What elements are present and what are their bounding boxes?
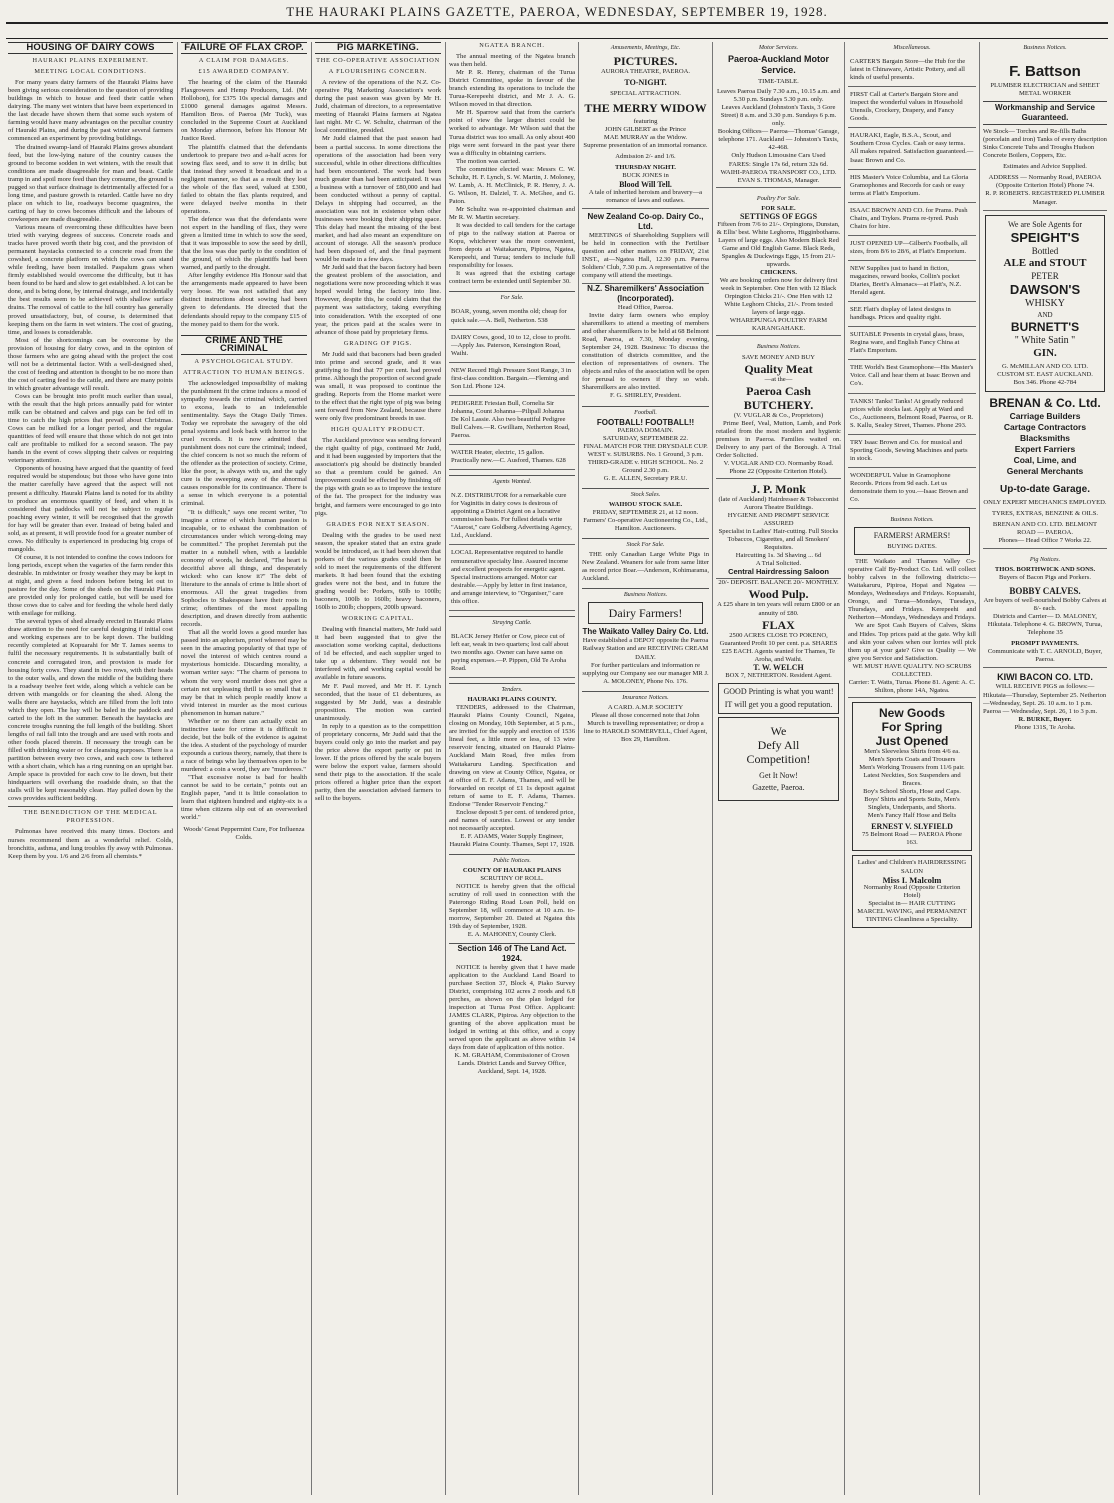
ad-text: WE MUST HAVE QUALITY. NO SCRUBS COLLECTED. (852, 662, 972, 678)
notice-title: Section 146 of The Land Act. 1924. (449, 943, 575, 964)
ad-headline: New Zealand Co-op. Dairy Co., Ltd. (587, 211, 704, 231)
ad-text: FINAL MATCH FOR THE DRYSDALE CUP. WEST v. SUBURBS. No. 1 Ground, 3 p.m. (583, 442, 708, 458)
section-heading: For Sale. (449, 291, 575, 302)
article-title: PIG MARKETING. (315, 42, 441, 54)
section-heading: Amusements, Meetings, Etc. (610, 44, 681, 51)
section-heading: Tenders. (449, 683, 575, 694)
classified-ad: HIS Master's Voice Columbia, and La Gloria Gramophones and Records for cash or easy terms at Flatt's Emporium. (848, 170, 976, 203)
paragraph: Mr F. Paul moved, and Mr H. F. Lynch seconded, that the issue of £1 debentures, as suggested by Mr Judd, was a desirable proposition. The motion was carried unanimously. (315, 682, 441, 722)
column-4 (449, 42, 575, 1499)
ad-headline: FOR SALE. (761, 204, 796, 212)
classified-ad: ISAAC BROWN AND CO. for Prams. Push Chairs, and Trykes. Prams re-tyred. Push Chairs for hire. (848, 203, 976, 236)
article-subtitle: MEETING LOCAL CONDITIONS. (34, 68, 147, 76)
ad-text: We are Spot Cash Buyers of Calves, Skins and Hides. Top prices paid at the gate. Why kill and skin your calves when our lorries will pick them up at your gate? Give us Quality — We give you Service and Satisfaction. (848, 622, 976, 662)
paragraph: Mr Judd said that baconers had been graded into prime and second grade, and it was gratifying to find that 77 per cent. had proved prime. Although the proportion of second grade was small, it was proposed to continue the grading. Reports from the Home market were to the effect that the right type of pig was being sent forward from New Zealand, because there were only five predominant breeds in use. (315, 350, 441, 423)
ad-text: HYGIENE AND PROMPT SERVICE ASSURED (727, 512, 830, 528)
classified-ad: TRY Isaac Brown and Co. for musical and Sporting Goods, Sewing Machines and parts in stock. (848, 435, 976, 468)
ad-text: FRIDAY, SEPTEMBER 21, at 12 noon. (592, 509, 699, 517)
notice-text: TENDERS, addressed to the Chairman, Hauraki Plains County Council, Ngatea, closing on Monday, 10th September, at 5 p.m., are invited for the supply and erection of 1536 lineal feet, a little more or less, of 13 wire reservoir fencing, situated on Hauraki Plains-Auckland Main Road, five miles from Waitakaruru Landing. Specification and drawing on view at County Office, Ngatea, or at office of E. F. Adams, Thames, and will be forwarded on receipt of £1 1s deposit against return of same to E. F. Adams, Thames. Endorse "Tender Reservoir Fencing." (449, 704, 575, 808)
section-heading: Miscellaneous. (893, 44, 931, 51)
ad-text: Fifteen from 7/6 to 21/-. Orpingtons, Dunstan, & Ellis' best. White Leghorns, Higginbothams. Layers of large eggs. Also Modern Black Red Game and Old English Game. Black Reds, Spangles & Duckwings Eggs, 15 from 21/- upwards. (716, 220, 841, 269)
ad-text: For further particulars and information re supplying our Company see our manager MR J. A. MOLONEY, Phone No. 176. (582, 661, 709, 685)
ad-text: Prime Beef, Veal, Mutton, Lamb, and Pork retailed from the most modern and hygienic premises in Paeroa. Families waited on. Delivery to any part of the Borough. A Trial Order Solicited. (716, 419, 841, 459)
ad-headline: Competition! (746, 751, 811, 766)
ad-headline: We (770, 723, 787, 738)
paragraph: Whether or no there can actually exist an instinctive taste for crime it is difficult to decide, but the bulk of the evidence is against the idea. A student of the psychology of murder expounds a curious theory, namely, that there is a race of beings who lay themselves open to be murdered: a coin a word, they are "murderees." (181, 717, 307, 774)
section-heading: HIGH QUALITY PRODUCT. (331, 426, 425, 434)
ad-text: WILL RECEIVE PIGS as follows:— (995, 683, 1095, 691)
section-heading: WORKING CAPITAL. (341, 615, 415, 623)
paragraph: Mr H. Sparrow said that from the carrier's point of view the larger district could be worked to advantage. Mr Wilson said that the Turua district was too small. As only about 400 pigs were sent forward in the past year there was a difficulty in obtaining carriers. (449, 109, 575, 157)
column-5 (582, 42, 709, 1499)
ad-text: Leaves Paeroa Daily 7.30 a.m., 10.15 a.m. and 5.30 p.m. Sundays 5.30 p.m. only. (716, 88, 841, 104)
classified-ad: PEDIGREE Friesian Bull, Cornelia Sir Johanna, Count Johanna—Pilipall Johanna De Kol Lassie. Also two beautiful Pedigree Bull Calves.—R. Gwilliam, Netherton Road, Paeroa. (449, 396, 575, 445)
ad-text: We are Sole Agents for (1008, 219, 1082, 229)
ad-text: FARES: Single 17s 6d, return 32s 6d. (728, 160, 829, 168)
paragraph: The plaintiffs claimed that the defendants undertook to prepare two and a-half acres for sowing flax seed, and to sow it in drills; but that instead they sowed it broadcast and in a negligent manner, so that as a result they lost the whole of the flax seed, valued at £300, failed to obtain the flax plants required, and were delayed twelve months in their operations. (181, 143, 307, 215)
paragraph: In reply to a question as to the competition of proprietary concerns, Mr Judd said that the buyers could only go into the market and pay the price above the export parity or put in lower. If the prices offered by the scale buyers were below the export value, farmers should send their pigs to the association. If the scale prices offered a higher price than the export parity, then the association advised farmers to sell to the buyers. (315, 722, 441, 803)
list-item: Cartage Contractors (1003, 421, 1087, 432)
paragraph: That all the world loves a good murder has passed into an aphorism, proof whereof may be seen in the amazing popularity of that type of novel the interest of which centres round a mysterious homicide. Discarding morality, a woman writer says: "The charm of persons to whom the very word murder does not give a certain not unpleasing thrill is so small that it may be that in which people readily know a vivid interest in murder as the most curious phenomenon in human nature." (181, 629, 307, 717)
ad-text: (V. VUGLAR & Co., Proprietors) (733, 411, 824, 419)
ad-text: JOHN GILBERT as the Prince (604, 126, 687, 134)
new-goods-ad (852, 702, 972, 852)
paragraph: It was decided to call tenders for the cartage of pigs to the railway station at Paeroa or Kopu, whichever was the more convenient, from depots at Waitakaruru, Pipiroa, Ngatea, Kerepeehi, and Turua; tenders to include full responsibility for losses. (449, 222, 575, 270)
ad-headline: ERNEST V. SLYFIELD (871, 822, 953, 832)
notice-subtitle: SCRUTINY OF ROLL. (480, 875, 544, 883)
paragraph: The defence was that the defendants were not expert in the handling of flax, they were given a limited time in which to sow the seed, that it was impossible to sow the seed by drill, that the loss was due partly to the condition of the ground, of which the plaintiffs had been warned, and partly to the drought. (181, 215, 307, 272)
ad-headline: Wood Pulp. (748, 587, 809, 602)
dairy-farmers-ad (588, 602, 703, 624)
classified-ad: BOAR, young, seven months old; cheap for quick sale.—A. Bell, Netherton. 538 (449, 304, 575, 329)
classified-ad: LOCAL Representative required to handle remunerative specialty line. Assured income and excellent prospects for energetic agent. Special instructions arranged. Motor car desirable.—Apply by letter in first instance, and arrange interview, to "Organiser," care this office. (449, 545, 575, 610)
ad-text: Booking Offices— Paeroa—Thomas' Garage, telephone 171. Auckland — Johnston's Taxis, 42-468. (717, 128, 840, 152)
paragraph: Most of the shortcomings can be overcome by the provision of housing for dairy cows, and in the opinion of those farmers who are going ahead with the project the cost will not be a detrimental factor. With a well-designed shed, the cost of feeding and attention is thought to be no more than the cost of carting feed to the cattle, and there are many points in which greater advantage will result. (8, 336, 173, 392)
paragraph: After lengthy evidence His Honour said that the arrangements made appeared to have been very loose. He was not satisfied that any distinct instructions about sowing had been given to defendants. He directed that the defendants should repay to the company £15 of the money paid to them for the work. (181, 272, 307, 328)
ad-text: TO-NIGHT. (624, 78, 667, 88)
paragraph: Mr P. R. Henry, chairman of the Turua District Committee, spoke in favour of the branch extending its operations to include the Turua-Kerepeehi district, and Mr J. A. G. Wilson moved in that direction. (449, 69, 575, 109)
paragraph: The hearing of the claim of the Hauraki Flaxgrowers and Hemp Producers, Ltd. (Mr Hollobon), for £375 10s special damages and £1000 general damages against Messrs. Hamilton Bros. of Paeroa (Mr Tuck), was concluded in the Supreme Court at Auckland on Monday afternoon, before his Honour Mr Justice Reed. (181, 79, 307, 143)
column-separator (712, 42, 713, 1495)
paragraph: The motion was carried. (456, 157, 521, 165)
classified-ad: CARTER'S Bargain Store—the Hub for the latest in Chinaware, Artistic Pottery, and all kinds of useful presents. (848, 54, 976, 87)
ad-text: featuring (633, 118, 658, 126)
ad-headline: N.Z. Sharemilkers' Association (Incorporated). (582, 283, 709, 304)
ad-text: MEETINGS of Shareholding Suppliers will be held in connection with the Fertiliser question and other matters on FRIDAY, 21st INST., at—Ngatea Hall, 12.30 p.m. Paeroa Soldiers' Club, 7.30 p.m. A representative of the company will attend the meetings. (582, 231, 709, 279)
list-item: General Merchants (1006, 465, 1084, 476)
ad-text: Carrier: T. Watts, Turua. Phone 81. Agent: A. C. Shilton, phone 14A, Ngatea. (848, 679, 976, 698)
ad-text: THE only Canadian Large White Pigs in New Zealand. Weaners for sale from same litter as record price Boar.—Anderson, Kohimarama, Auckland. (582, 551, 709, 583)
spirits-ad (985, 215, 1105, 392)
section-heading: Straying Cattle. (449, 616, 575, 627)
ad-headline: New Goods (878, 705, 945, 720)
paragraph: The drained swamp-land of Hauraki Plains grows abundant feed, but the low-lying nature of the country causes the ground to become sodden in wet winters, with the result that conditions are made disagreeable for man and beast. Cattle tramp in and spoil more feed than they consume, the ground is pugged so that surface drainage is detrimentally affected for a long time, and pasture growth is retarded. Cattle have no dry place on which to lie, roadways become quagmires, the carting of hay to cows becomes difficult and the labours of cowkeepers are made disagreeable. (8, 143, 173, 223)
classified-ad: THE World's Best Gramophone—His Master's Voice. Call and hear them at Isaac Brown and Co's. (848, 360, 976, 393)
ad-headline: Central Hairdressing Saloon (716, 568, 841, 579)
paragraph: Mr Schultz was re-appointed chairman and Mr R. W. Martin secretary. (449, 205, 575, 221)
column-separator (445, 42, 446, 1495)
ad-text: 2500 ACRES CLOSE TO POKENO, Guaranteed Profit 10 per cent. p.a. SHARES £25 EACH. Agents wanted for Thames, Te Aroha, and Waihi. (719, 631, 838, 663)
classified-ad: NEW Supplies just to hand in fiction, magazines, reward books, Collin's pocket Diaries, Brett's Almanacs—at Flatt's, N.Z. Herald agent. (848, 261, 976, 302)
ad-text: Phone 131S, Te Aroha. (1014, 723, 1076, 731)
ad-text: Get It Now! (759, 770, 798, 780)
section-heading: Poultry For Sale. (756, 194, 801, 202)
ad-text: Gazette, Paeroa. (752, 782, 805, 792)
classified-ad: SEE Flatt's display of latest designs in handbags. Prices and quality right. (848, 302, 976, 327)
ad-headline: T. W. WELCH (753, 662, 804, 672)
ad-headline: GIN. (1033, 346, 1057, 359)
ad-headline: CHICKENS. (760, 269, 797, 277)
notice-text: NOTICE is hereby given that I have made application to the Auckland Land Board to purchase Section 37, Block 4, Piako Survey District, comprising 102 acres 2 roods and 6.8 perches, as shown on the plan lodged for inspection at Turua Post Office. Applicant: JAMES CLARK, Pipiroa. Any objection to the granting of the above application must be lodged in writing at this office, and a copy served upon the applicant as above within 14 days from date of application of this notice. (449, 963, 575, 1051)
ad-text: Communicate with T. C. ARNOLD, Buyer, Paeroa. (983, 648, 1107, 668)
paragraph: Dealing with the grades to be used next season, the speaker stated that an extra grade would be introduced, as it had been shown that porkers of the various grades could then be sold to meet the requirements of the different markets. It had been found that the existing grades were not the best, and in future the grading would be: Porkers, 60lb to 100lb; baconers, 100lb to 160lb; heavy baconers, 160lb to 200lb; choppers, 200lb upward. (315, 531, 441, 612)
ad-headline: Paeroa-Auckland Motor Service. (727, 54, 830, 76)
list-item: Carriage Builders (1009, 410, 1081, 421)
article-title: FAILURE OF FLAX CROP. (181, 42, 307, 54)
ad-headline: Dairy Farmers! (608, 606, 683, 621)
notice-text: NOTICE is hereby given that the official scrutiny of roll used in connection with the Paterongo Riding Road Loan Poll, held on September 18, will commence at 10 a.m. to-morrow, September 20. Dated at Ngatea this 19th day of September, 1928. (449, 883, 575, 931)
ad-text: Only Hudson Limousine Cars Used (731, 152, 826, 160)
article-subtitle: A PSYCHOLOGICAL STUDY. (194, 357, 294, 365)
ad-headline: THOS. BORTHWICK AND SONS. (994, 565, 1096, 573)
masthead: THE HAURAKI PLAINS GAZETTE, PAEROA, WEDNESDAY, SEPTEMBER 19, 1928. (286, 4, 828, 19)
section-heading: Public Notices. (449, 854, 575, 865)
ad-text: Haircutting 1s. 3d Shaving ... 6d (735, 552, 822, 560)
paragraph: Pulmonas have received this many times. Doctors and nurses recommend them as a wonderful relief. Colds, bronchitis, asthma, and lung troubles fly away with Pulmonas. Keep them by you. 1/6 and 2/6 from all chemists.* (8, 828, 173, 860)
paragraph: Of course, it is not intended to confine the cows indoors for long periods, except when the vagaries of the farm render this desirable. In midwinter or frosty weather they may be kept in at night, and given a feed indoors before being let out to pasture for the day. Some of the sheds on the Hauraki Plains are provided only for prolonged cattle, but will be used for those cows due to calve and for feeding the whole herd daily with ensilage for milking. (8, 553, 173, 618)
ad-text: WHISKY (1025, 297, 1065, 309)
ad-text: SPECIAL ATTRACTION. (610, 90, 681, 98)
ad-headline: ALE and STOUT (1003, 256, 1087, 269)
ad-text: Have established a DEPOT opposite the Paeroa Railway Station and are RECEIVING CREAM DAILY. (582, 637, 709, 661)
ad-text: We are booking orders now for delivery first week in September. One Hen with 12 Black Orpington Chicks 21/-. One Hen with 12 White Leghorn Chicks, 21/-. From tested layers of large eggs. (719, 277, 838, 317)
ad-text: Woods' Great Peppermint Cure, For Influenza Colds. (183, 826, 305, 842)
section-heading: Business Notices. (756, 343, 801, 351)
ad-headline: Up-to-date Garage. (999, 483, 1090, 495)
hairdressing-ad (852, 855, 972, 927)
ad-text: PLUMBER ELECTRICIAN and SHEET METAL WORKER (990, 82, 1100, 98)
ad-headline: PICTURES. (613, 54, 678, 69)
ad-text: ADDRESS — Normanby Road, PAEROA (Opposite Criterion Hotel) Phone 74. (988, 174, 1102, 190)
ad-text: Please all those concerned note that John Murch is travelling representative; or drop a line to HAROLD SOMERVELL, Chief Agent, Box 29, Hamilton. (583, 711, 708, 743)
ad-text: AND (1037, 310, 1053, 319)
paragraph: Various means of overcoming these difficulties have been tried with varying degrees of success. Concrete roads and tracks have proved worth their big cost, and the provision of permanent haystacks connected to a concrete road from the cowshed, a concrete platform on which the cows can stand while feeding, have been installed. Paspalum grass when firmly established would overcome the difficulty, but it has been found to be hard and slow to get established. A lot can be done, and is being done, by internal drainage, and incidentally the best results seem to be achieved with shallow surface drains. The removal of cattle to the hill country has generally proved unsatisfactory, but, of course, is determined that keeping them on the farm in wet winters. The cost of grazing, time, and losses is considerable. (8, 223, 173, 336)
ad-text: Districts and Carrier— D. MALONEY, Hikutaia. Telephone 4. G. BROWN, Turua, Telephone 35 (987, 613, 1103, 637)
ad-text: THIRD-GRADE v. HIGH SCHOOL. No. 2 Ground 2.30 p.m. (587, 458, 704, 474)
ad-signature: G. E. ALLEN, Secretary P.R.U. (603, 474, 688, 482)
notice-text: Enclose deposit 5 per cent. of tendered price, and names of sureties. Lowest or any tender not necessarily accepted. (449, 808, 575, 832)
ad-text: Specialist in— HAIR CUTTING MARCEL WAVING, and PERMANENT TINTING Cleanliness a Speciality. (857, 899, 967, 923)
classified-ad: BLACK Jersey Heifer or Cow, piece cut of left ear, weak in two quarters; lost calf about two months ago. Owner can have same on paying expenses.—P. Pippen, Old Te Aroha Road. (449, 629, 575, 678)
ad-text: Box 346. Phone 42-784 (1013, 378, 1077, 386)
column-separator (979, 42, 980, 1495)
ad-text: TIME-TABLE. (758, 78, 799, 86)
ad-text: G. McMILLAN AND CO. LTD. (1001, 362, 1089, 370)
column-2 (181, 42, 307, 1499)
ad-headline: Paeroa Cash BUTCHERY. (743, 383, 814, 412)
ad-headline: Workmanship and Service Guaranteed. (983, 101, 1107, 125)
ad-text: CUSTOM ST. EAST AUCKLAND. (997, 370, 1093, 378)
classified-ad: TANKS! Tanks! Tanks! At greatly reduced prices while stocks last. Apply at Ward and Co., Auctioneers, Belmont Road, Paeroa, or R. S. Kallu, Sealey Street, Thames. Phone 293. (848, 394, 976, 435)
ad-text: Bottled (1031, 245, 1059, 256)
list-item: Boy's School Shorts, Hose and Caps. (863, 788, 961, 796)
ad-text: R. P. ROBERTS. REGISTERED PLUMBER Manager. (983, 190, 1107, 210)
list-item: Coal, Lime, and (1013, 454, 1077, 465)
classified-ad: WATER Heater, electric, 15 gallon. Practically new.—C. Ausford, Thames. 628 (449, 445, 575, 470)
ad-text: Phones— Head Office 7 Works 22. (983, 537, 1107, 549)
notice-signature: E. F. ADAMS, Water Supply Engineer, Hauraki Plains County. Thames, Sept 17, 1928. (449, 832, 575, 848)
notice-signature: K. M. GRAHAM, Commissioner of Crown Lands. District Lands and Survey Office, Auckland, Sept. 14, 1928. (454, 1052, 570, 1076)
list-item: Expert Farriers (1014, 443, 1076, 454)
list-item: Blacksmiths (1019, 432, 1071, 443)
ad-text: PAEROA DOMAIN. (617, 426, 674, 434)
ad-text: MAE MURRAY as the Widow. (603, 134, 688, 142)
article-subtitle: A CLAIM FOR DAMAGES. (198, 57, 290, 65)
column-1 (8, 42, 173, 1499)
ad-text: Buyers of Bacon Pigs and Porkers. (999, 574, 1091, 582)
ad-headline: BOBBY CALVES. (1009, 586, 1081, 597)
ad-headline: F. Battson (1009, 63, 1081, 81)
section-heading: Business Notices. (890, 516, 934, 524)
paragraph: Mr Judd claimed that the past season had been a partial success. In some directions the operations of the association had been very successful, while in other directions difficulties had been encountered. The work had been much greater than had been anticipated. It was a business with a turnover of £80,000 and had been conducted without a penny of capital. Delays in shipping had occurred, as the association was not in existence when other businesses were booking their shipping space. This delay had meant the missing of the best market, and had also meant an expenditure on account of storage. All the season's produce had been disposed of, and the final payment would be made in a few days. (315, 135, 441, 264)
ad-headline: KIWI BACON CO. LTD. (997, 672, 1093, 683)
classified-ad: WONDERFUL Value in Gramophone Records. Prices from 9d each. Let us demonstrate them to you.—Isaac Brown and Co. (848, 468, 976, 509)
ad-signature: R. BURKE, Buyer. (1018, 715, 1072, 723)
farmers-ad (854, 527, 970, 555)
ad-text: Specialist in Ladies' Hair-cutting. Full Stocks Tobaccos, Cigarettes, and all Smokers' Requisites. (718, 528, 839, 552)
section-heading: Pig Notices. (1029, 555, 1061, 563)
paragraph: "It is difficult," says one recent writer, "to imagine a crime of which human passion is incapable, or to exhaust the combination of circumstances under which wrong-doing may be committed." The prophet Jeremiah put the matter in a nutshell when, with a laudable economy of words, he declared, "The heart is deceitful above all things, and desperately wicked: who can know it?" The debt of literature to the annals of crime is little short of enormous. All the great tragedies from Sophocles to Shakespeare have their roots in crime; oftentimes of the most appalling description, and drawn directly from authentic records. (181, 508, 307, 629)
ad-text: Estimates and Advice Supplied. (1003, 163, 1087, 171)
ad-headline: Miss I. Malcolm (882, 874, 942, 885)
ad-text: We Stock— Torches and Re-fills Baths (porcelain and iron) Tanks of every description Sinks Concrete Tubs and Troughs Hudson Concrete Boilers, Coppers, Etc. (983, 128, 1107, 160)
paragraph: Opponents of housing have argued that the quantity of feed required would be stupendous; but those who have gone into the matter carefully have agreed that the aspect will not present a difficulty. Hauraki Plains land is noted for its ability to produce an enormous quantity of feed, and when it is considered that paddocks will not be subject to regular poaching every winter, it will be recognised that the growth for hay will be greater than ever. Instead of being baled and sold, as at present, it will provide food for a greater number of cows. No difficulty is experienced in producing big crops of mangolds. (8, 465, 173, 553)
defy-competition-ad (718, 717, 839, 801)
ad-text: Invite dairy farm owners who employ sharemilkers to attend a meeting of members and other sharemilkers to be held at 68 Belmont Road, Paeroa, at 7.30, Monday evening, September 24, 1928. Business: To discuss the constitution of districts committee, and the election of representatives of owners. The objects and rules of the association will be open for perusal to owners if they so wish. Sharemilkers are also invited. (582, 311, 709, 392)
ad-text: A Trial Solicited. (755, 560, 802, 568)
ad-text: (late of Auckland) Hairdresser & Tobacconist Aurora Theatre Buildings. (718, 495, 839, 512)
section-heading: GRADING OF PIGS. (343, 339, 413, 347)
ad-text: Are buyers of well-nourished Bobby Calves at 8/- each. (983, 597, 1107, 613)
list-item: Men's Sleeveless Shirts from 4/6 ea. (864, 747, 960, 755)
column-3 (315, 42, 441, 1499)
article-title: CRIME AND THE CRIMINAL (181, 335, 307, 355)
ad-text: THURSDAY NIGHT. (615, 164, 676, 172)
paragraph: For many years dairy farmers of the Hauraki Plains have been giving serious consideration to the question of providing buildings in which to house and feed their cattle when dairying. The many wet winters that have been experienced in the last decade have shown them that some such system of farming would have many advantages on the peculiar country of Hauraki Plains, and during the past winter several farmers commenced an experiment by providing buildings. (8, 79, 173, 143)
classified-ad: FIRST Call at Carter's Bargain Store and inspect the wonderful values in Household Utensils, Crockery, Drapery, and Fancy Goods. (848, 87, 976, 128)
section-heading: Stock Sales. (582, 488, 709, 499)
list-item: Latest Neckties, Sox Suspenders and Braces. (863, 772, 961, 788)
column-separator (578, 42, 579, 1495)
ad-signature: F. G. SHIRLEY, President. (610, 392, 681, 400)
section-heading: Motor Services. (758, 44, 799, 51)
paragraph: Cows can be brought into profit much earlier than usual, with the result that the high prices annually paid for winter milk can be obtained and calves and pigs can be fed off in time to catch the high prices that prevail about Christmas. Cows can be milked for a longer period, and the regular quantities of feed will ensure that those which do not get into calf are profitable to milked for a second season. The pay hands in the event of cows slipping their calves or requiring veterinary attention. (8, 392, 173, 465)
ad-text: ONLY EXPERT MECHANICS EMPLOYED. (983, 498, 1107, 506)
printing-ad (718, 683, 839, 714)
ad-headline: BRENAN & Co. Ltd. (989, 395, 1101, 410)
list-item: Men's Sports Coats and Trousers (868, 755, 956, 763)
ad-headline: SPEIGHT'S (1010, 229, 1080, 245)
list-item: Men's Fancy Half Hose and Belts (867, 812, 957, 820)
paragraph: The acknowledged impossibility of making the punishment fit the crime induces a mood of sympathy towards the criminal which, carried to excess, leads to an indefensible sentimentality. Says the Otago Daily Times. Today we reprobate the savagery of the old penal systems and look back with horror to the cruel records. It is now admitted that punishment does not cure the criminal; indeed, the chief concern is not so much the reform of the offender as the protection of society. Crime, like the poor, is always with us, and the ugly cure is the sweeping away of the abnormal causes responsible for its continuance. There is a sense in which everyone is a potential criminal. (181, 379, 307, 508)
film-title: THE MERRY WIDOW (584, 101, 707, 116)
ad-text: Farmers' Co-operative Auctioneering Co., Ltd., Hamilton. Auctioneers. (583, 517, 708, 533)
ad-text: Normanby Road (Opposite Criterion Hotel) (863, 883, 961, 899)
ad-text: BUYING DATES. (887, 543, 937, 551)
column-separator (311, 42, 312, 1495)
section-heading: Business Notices. (582, 588, 709, 599)
top-rule-2 (6, 38, 1108, 39)
ad-headline: FOOTBALL! FOOTBALL!! (596, 417, 695, 427)
ad-text: SATURDAY, SEPTEMBER 22. (602, 434, 688, 442)
column-7 (848, 42, 976, 1499)
section-heading: GRADES FOR NEXT SEASON. (326, 520, 430, 528)
paragraph: "That excessive noise is bad for health cannot be said to be certain," points out an English paper, "and it is little consolation to learn that eighteen hundred and eighty-six is a time when citizens slip out of an overworked world." (181, 774, 307, 822)
notice-title: HAURAKI PLAINS COUNTY. (467, 696, 557, 704)
ad-signature: V. VUGLAR AND CO. Normanby Road. Phone 22 (Opposite Criterion Hotel). (716, 460, 841, 479)
ad-headline: PROMPT PAYMENTS. (1011, 640, 1079, 648)
ad-text: " White Satin " (1014, 334, 1076, 346)
ad-signature: WHAREPUNGA POULTRY FARM KARANGAHAKE. (716, 317, 841, 336)
ad-text: —at the— (764, 375, 793, 383)
notice-signature: E. A. MAHONEY, County Clerk. (467, 931, 557, 939)
classified-ad: SUITABLE Presents in crystal glass, brass, Regina ware, and English Fancy China at Flatt's Emporium. (848, 327, 976, 360)
section-heading: Agents Wanted. (449, 475, 575, 486)
ad-text: IT will get you a good reputation. (724, 699, 833, 709)
ad-text: Hikutaia—Thursday, September 25. Netherton—Wednesday, Sept. 26. 10 a.m. to 1 p.m. Paeroa — Wednesday, Sept. 26, 1 to 3 p.m. (983, 691, 1107, 715)
ad-headline: Just Opened (875, 733, 949, 748)
ad-headline: SETTINGS OF EGGS (739, 211, 818, 221)
classified-ad: NEW Record High Pressure Soot Range, 3 in first-class condition. Bargain.—Fleming and Son Ltd. Phone 124. (449, 363, 575, 396)
ad-text: 20/- DEPOSIT. BALANCE 20/- MONTHLY. (718, 579, 839, 587)
ad-text: BUCK JONES in (622, 172, 669, 180)
ad-text: A £25 share in ten years will return £800 or an annuity of £80. (717, 601, 840, 617)
top-rule (6, 22, 1108, 24)
ad-headline: J. P. Monk (751, 481, 806, 496)
article-subtitle: HAURAKI PLAINS EXPERIMENT. (32, 57, 149, 65)
ad-headline: FLAX (762, 617, 795, 632)
ad-headline: For Spring (881, 719, 943, 734)
column-8 (983, 42, 1107, 1499)
article-title: NGATEA BRANCH. (479, 42, 545, 49)
column-6 (716, 42, 841, 1499)
list-item: Men's Working Trousers from 11/6 pair. (859, 764, 965, 771)
list-item: Boys' Shirts and Sports Suits, Men's Singlets, Underpants, and Shorts. (864, 796, 960, 812)
classified-ad: DAIRY Cows, good, 10 to 12, close to profit.—Apply Jas. Paterson, Kensington Road, Waihi. (449, 330, 575, 363)
paragraph: It was agreed that the existing cartage contract term be extended until September 30. (449, 270, 575, 286)
classified-ad: JUST OPENED UP—Gilbert's Footballs, all sizes, from 8/6 to 28/6, at Flatt's Emporium. (848, 236, 976, 261)
film-title: Blood Will Tell. (619, 179, 672, 189)
ad-text: Admission 2/- and 1/6. (615, 153, 676, 161)
ad-text: A tale of inherited heroism and bravery—a romance of laws and outlaws. (582, 189, 709, 209)
section-heading: Football. (582, 406, 709, 417)
ad-headline: Quality Meat (744, 361, 813, 376)
article-title: THE BENEDICTION OF THE MEDICAL PROFESSION. (8, 806, 173, 825)
article-subtitle: £15 AWARDED COMPANY. (198, 68, 290, 76)
ad-text: PETER (1031, 270, 1059, 281)
ad-headline: Ladies' and Children's HAIRDRESSING SALON (857, 859, 967, 875)
ad-text: AURORA THEATRE, PAEROA. (600, 68, 691, 76)
paragraph: The committee elected was: Messrs C. W. Schultz, H. F. Lynch, S. W. Martin, J. Moloney, W. Lamb, A. H. McClinick, P. R. Henry, J. A. G. Wilson, H. Dalziel, T. A. McGhee, and G. Paton. (449, 165, 575, 205)
section-heading: Insurance Notices. (582, 691, 709, 702)
ad-signature: EVAN S. THOMAS, Manager. (716, 177, 841, 188)
paragraph: Dealing with financial matters, Mr Judd said it had been suggested that to give the association some working capital, deductions of 1d be effected, and each supplier urged to take up a debenture. They would not be interfered with, and working capital would be available in future seasons. (315, 626, 441, 682)
ad-headline: DAWSON'S (1009, 281, 1081, 297)
article-subtitle: A FLOURISHING CONCERN. (328, 68, 428, 76)
classified-ad: N.Z. DISTRIBUTOR for a remarkable cure for Vaginitis in dairy cows is desirous of appointing a District Agent on a lucrative commission basis. For fullest details write "Atarost," care Goldberg Advertising Agency, Ltd., Auckland. (449, 488, 575, 545)
paragraph: A review of the operations of the N.Z. Co-operative Pig Marketing Association's work during the past season was given by Mr H. Judd, chairman of directors, to a representative meeting of Hauraki Plains farmers at Ngatea last night. Mr C. W. Schultz, chairman of the local committee, presided. (315, 79, 441, 135)
ad-text: Leaves Auckland (Johnston's Taxis, 3 Gore Street) 8 a.m. and 3.30 p.m. Sundays 6 p.m. only. (720, 104, 837, 128)
section-heading: Stock For Sale. (582, 538, 709, 549)
ad-text: BOX 7, NETHERTON. Resident Agent. (725, 671, 832, 679)
ad-text: WAIHI-PAEROA TRANSPORT CO., LTD. (720, 168, 837, 176)
notice-title: COUNTY OF HAURAKI PLAINS (462, 867, 562, 875)
paragraph: The annual meeting of the Ngatea branch was then held. (449, 53, 575, 69)
column-separator (177, 42, 178, 1495)
ad-text: GOOD Printing is what you want! (723, 686, 834, 696)
ad-headline: The Waikato Valley Dairy Co. Ltd. (582, 627, 709, 637)
ad-text: Supreme presentation of an immortal romance. (583, 142, 708, 150)
ad-headline: Defy All (757, 737, 800, 752)
ad-text: SAVE MONEY AND BUY (741, 353, 816, 361)
ad-text: TYRES, EXTRAS, BENZINE & OILS. (991, 509, 1099, 517)
column-separator (844, 42, 845, 1495)
ad-text: Head Office, Paeroa. (617, 303, 674, 311)
paragraph: The Auckland province was sending forward the right quality of pigs, continued Mr Judd, and it had been suggested by importers that the association's pig should be distinctly branded so that a premium could be gained. An improvement could be effected by finishing off the pigs with grain so as to improve the texture of the fat. The prospect for the industry was bright, and farmers were encouraged to go into pigs. (315, 437, 441, 517)
ad-text: THE Waikato and Thames Valley Co-operative Calf By-Product Co. Ltd. will collect bobby calves in the following districts:—Waitakaruru, Pipiroa, Hopai and Ngatea — Mondays, Wednesdays and Fridays. Kopuarahi, Orongo, and Turua—Mondays, Tuesdays, Thursdays, and Fridays. Kerepeehi and Netherton—Mondays, Wednesdays and Fridays. (848, 558, 976, 622)
paragraph: The several types of shed already erected in Hauraki Plains draw attention to the need for careful designing if initial cost and working expenses are to be kept down. The building recently completed at Kopuarahi for Mr T. James seems to fulfil the necessary requirements. It is substantially built of concrete and corrugated iron, and provision is made for housing forty cows. They stand in two rows, with their heads to the outer walls, and down the middle of the building there is a roadway twelve feet wide, along which a vehicle can be driven with mangolds or for cleaning the shed. Along the walls there are haystacks, which are filled from the loft into which they open. The hay will be baled in the paddock and carted to the loft in the summer. Beneath the haystacks are concrete troughs running the full length of the building. Short lengths of rail fall into the trough and are used with roots and other foods placed therein. If necessary the trough can be filled with drinking water or for cleansing purposes. There is a partition between every two cows, and each cow is tethered with a short chain, which has a ring running on an upright bar. Ample space is provided for each cow to lie down, but their hindquarters will overhang the roadside drain, so that the stalls will be kept reasonably clean. Hay pulled down by the cows provides sufficient bedding. (8, 618, 173, 803)
article-title: HOUSING OF DAIRY COWS (8, 42, 173, 54)
ad-text: BRENAN AND CO. LTD. BELMONT ROAD — PAEROA. (992, 520, 1098, 536)
ad-headline: A CARD. A.M.P. SOCIETY (607, 703, 684, 711)
paragraph: Mr Judd said that the bacon factory had been the greatest problem of the association, and negotiations were now proceeding which it was hoped would bring the factory into line. However, despite this, he could claim that the payment was satisfactory, taking everything into consideration. With the excepted of one year, the prices paid at the scales were in advance of those paid by proprietary firms. (315, 264, 441, 336)
ad-headline: FARMERS! ARMERS! (873, 531, 951, 541)
ad-text: 75 Belmont Road — PAEROA Phone 163. (862, 831, 962, 847)
article-subtitle: ATTRACTION TO HUMAN BEINGS. (182, 368, 306, 376)
classified-ad: HAURAKI, Eagle, B.S.A., Scout, and Southern Cross Cycles. Cash or easy terms. All makes repaired. Satisfaction guaranteed.—Isaac Brown and Co. (848, 128, 976, 169)
article-subtitle: THE CO-OPERATIVE ASSOCIATION (316, 57, 440, 65)
section-heading: Business Notices. (1023, 44, 1067, 51)
ad-headline: WAIHOU STOCK SALE. (608, 500, 683, 508)
ad-headline: BURNETT'S (1010, 319, 1080, 334)
